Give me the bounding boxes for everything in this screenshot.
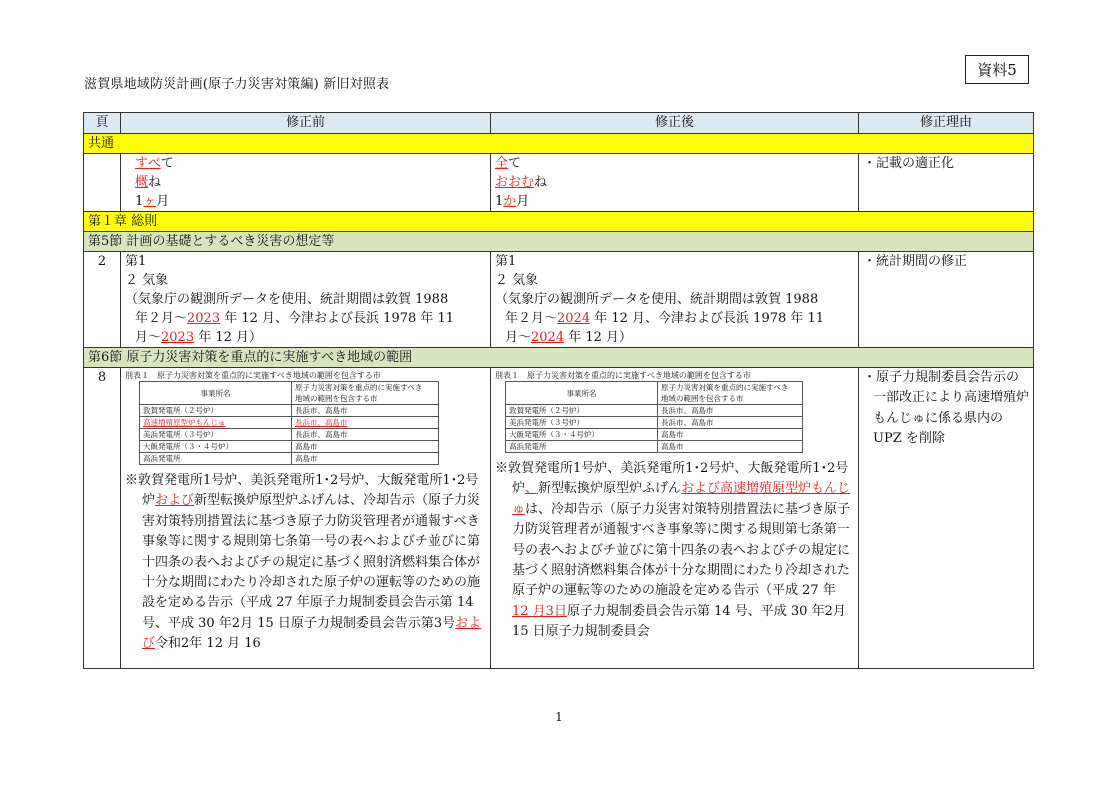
embedded-cell: 長浜市、高島市 [292,429,439,441]
embedded-cell: 敦賀発電所（２号炉） [506,405,658,417]
col-before-header: 修正前 [121,113,491,134]
embedded-cell-deleted: 長浜市、高島市 [292,417,439,429]
before-cell [121,252,491,348]
embedded-cell: 敦賀発電所（２号炉） [140,405,292,417]
embedded-cell: 高浜発電所 [140,453,292,465]
comparison-table [83,112,1034,669]
text: 1 [495,194,504,209]
section-row-common [84,134,1034,154]
text: 月～ [505,330,532,345]
reason-cell [859,368,1034,669]
section-row-sec6 [84,348,1034,368]
embedded-cell: 大飯発電所（３・４号炉） [140,441,292,453]
embedded-cell: 大飯発電所（３・４号炉） [506,429,658,441]
section-label: 第１章 総則 [84,212,1034,232]
after-cell [491,252,859,348]
section-row-sec5 [84,232,1034,252]
reason-cell: ・統計期間の修正 [859,252,1034,348]
embedded-cell: 高浜発電所 [506,441,658,453]
after-cell [491,368,859,669]
text: ね [148,175,162,190]
changed-text: 2023 [161,330,195,345]
embedded-cell: 長浜市、高島市 [658,417,803,429]
embedded-header: 事業所名 [506,382,658,405]
changed-text: おおむ [495,175,535,190]
embedded-cell: 高島市 [292,453,439,465]
embedded-header: 事業所名 [140,382,292,405]
text: 年 12 月、今津および長浜 1978 年 11 [590,311,825,326]
embedded-header: 原子力災害対策を重点的に実施すべき 地域の範囲を包含する市 [292,382,439,405]
material-badge: 資料5 [965,55,1029,84]
table-row [84,368,1034,669]
embedded-table-caption: 別表１ 原子力災害対策を重点的に実施すべき地域の範囲を包含する市 [125,371,381,380]
changed-text: 2023 [187,311,221,326]
text: （気象庁の観測所データを使用、統計期間は敦賀 1988 [495,292,819,307]
text: ２ 気象 [125,273,169,288]
page-cell [84,154,121,212]
page-cell: 2 [84,252,121,348]
embedded-cell: 高島市 [292,441,439,453]
embedded-header: 原子力災害対策を重点的に実施すべき 地域の範囲を包含する市 [658,382,803,405]
text: 年 12 月、今津および長浜 1978 年 11 [220,311,455,326]
changed-text: 2024 [531,330,565,345]
text: 1 [135,194,144,209]
text: 第1 [495,254,517,269]
section-label: 第6節 原子力災害対策を重点的に実施すべき地域の範囲 [84,348,1034,368]
changed-text: 2024 [557,311,591,326]
text: 月 [156,194,170,209]
text: 第1 [125,254,147,269]
table-header-row [84,113,1034,134]
embedded-table-after [495,370,854,453]
embedded-cell: 高島市 [658,429,803,441]
changed-text: か [503,194,517,209]
text: （気象庁の観測所データを使用、統計期間は敦賀 1988 [125,292,449,307]
embedded-cell: 高島市 [658,441,803,453]
col-reason-header: 修正理由 [859,113,1034,134]
changed-text: 概 [135,175,149,190]
text: ２ 気象 [495,273,539,288]
after-cell [491,154,859,212]
text: 年 12 月） [564,330,633,345]
section-label: 共通 [84,134,1034,154]
text: て [160,156,174,171]
embedded-cell: 美浜発電所（３号炉） [506,417,658,429]
embedded-cell: 美浜発電所（３号炉） [140,429,292,441]
table-row [84,154,1034,212]
text: ね [534,175,548,190]
embedded-table-caption: 別表１ 原子力災害対策を重点的に実施すべき地域の範囲を包含する市 [495,371,751,380]
note-before: ※敦賀発電所1号炉、美浜発電所1･2号炉、大飯発電所1･2号炉および新型転換炉原型炉ふげんは、冷却告示（原子力災害対策特別措置法に基づき原子力防災管理者が通報すべき事象等に関する規則第七条第一号の表へおよびチ並びに第十四条の表へおよびチの規定に基づく照射済燃料集合体が十分な期間にわたり冷却された原子炉の運転等のための施設を定める告示（平成 27 年原子力規制委員会告示第 14 号、平成 30 年2月 15 日原子力規制委員会告示第3号および令和2年 12 月 16 [125,473,482,652]
changed-text: ヶ [143,194,157,209]
reason-text: ・原子力規制委員会告示の一部改正により高速増殖炉もんじゅに係る県内の UPZ を削除 [863,370,1030,447]
text: 年２月～ [505,311,558,326]
section-label: 第5節 計画の基礎とするべき災害の想定等 [84,232,1034,252]
col-after-header: 修正後 [491,113,859,134]
text: 年 12 月） [194,330,263,345]
changed-text: すべ [135,156,161,171]
document-title: 滋賀県地域防災計画(原子力災害対策編) 新旧対照表 [84,77,390,92]
text: 月 [516,194,530,209]
before-cell [121,368,491,669]
col-page-header: 頁 [84,113,121,134]
page-number: 1 [555,710,563,724]
section-row-chapter1 [84,212,1034,232]
text: て [508,156,522,171]
table-row [84,252,1034,348]
note-after: ※敦賀発電所1号炉、美浜発電所1･2号炉、大飯発電所1･2号炉、新型転換炉原型炉ふげんおよび高速増殖原型炉もんじゅは、冷却告示（原子力災害対策特別措置法に基づき原子力防災管理者が通報すべき事象等に関する規則第七条第一号の表へおよびチ並びに第十四条の表へおよびチの規定に基づく照射済燃料集合体が十分な期間にわたり冷却された原子炉の運転等のための施設を定める告示（平成 27 年 12 月3日原子力規制委員会告示第 14 号、平成 30 年2月 15 日原子力規制委員会 [495,461,851,640]
reason-cell: ・記載の適正化 [859,154,1034,212]
embedded-cell: 長浜市、高島市 [292,405,439,417]
page-cell: 8 [84,368,121,669]
changed-text: 全 [495,156,509,171]
before-cell [121,154,491,212]
text: 月～ [135,330,162,345]
embedded-cell-deleted: 高速増殖原型炉もんじゅ [140,417,292,429]
text: 年２月～ [135,311,188,326]
embedded-table-before [125,370,486,465]
embedded-cell: 長浜市、高島市 [658,405,803,417]
